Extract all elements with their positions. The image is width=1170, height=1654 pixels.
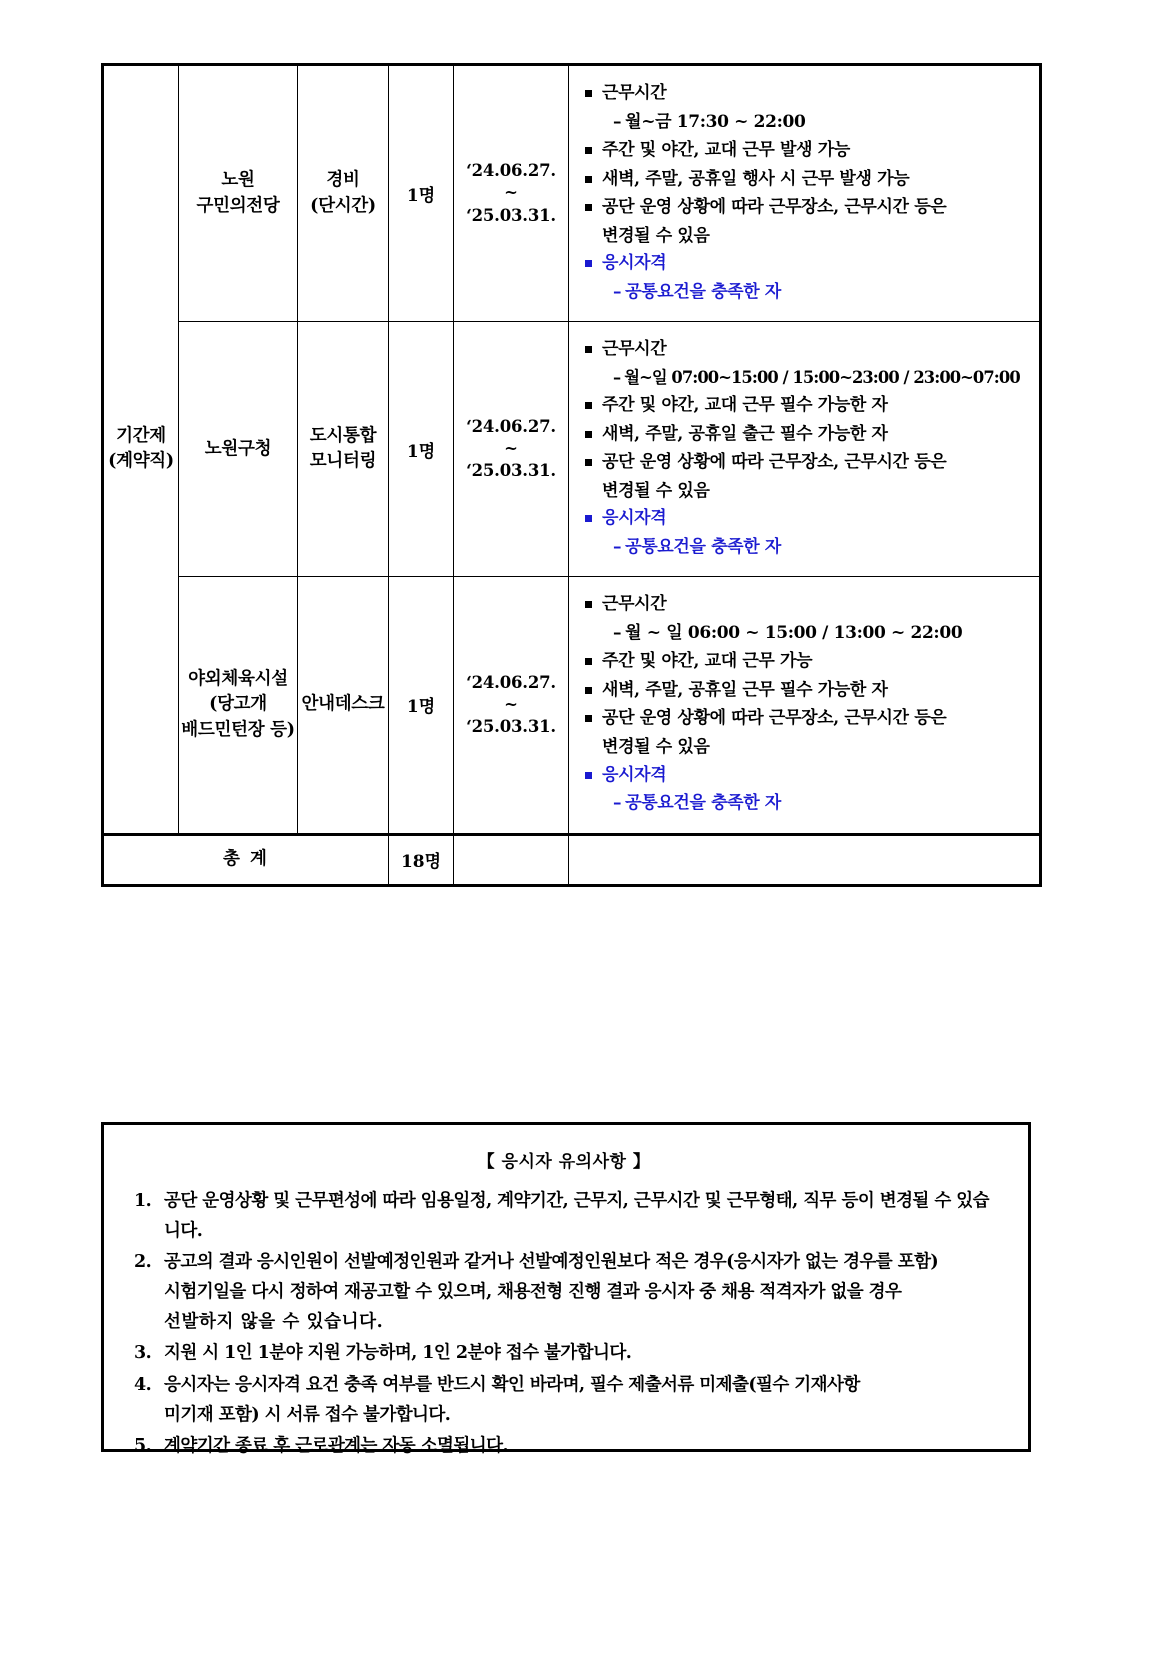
total-period-empty	[454, 834, 569, 885]
cell-workplace	[179, 577, 298, 834]
table-row	[103, 577, 1041, 834]
period-tilde: ~	[504, 694, 518, 714]
eligibility-subitem	[583, 279, 1033, 307]
condition-item: 주간 및 야간, 교대 근무 필수 가능한 자	[583, 392, 1033, 420]
job-title-line-1: 경비	[326, 170, 360, 191]
cell-contract-period	[454, 577, 569, 834]
condition-item: 공단 운영 상황에 따라 근무장소, 근무시간 등은	[583, 449, 1033, 477]
eligibility-heading: 응시자격	[583, 762, 1033, 790]
workplace-line-1: 야외체육시설	[188, 668, 288, 689]
condition-item: 근무시간	[583, 80, 1033, 108]
condition-item-continuation: 변경될 수 있음	[602, 480, 710, 501]
workplace-line-3: 배드민턴장 등)	[181, 719, 295, 740]
dash-marker: –	[613, 622, 622, 643]
notice-item-line: 선발하지 않을 수 있습니다.	[164, 1312, 384, 1333]
eligibility-subitem	[583, 534, 1033, 562]
work-conditions-list	[569, 577, 1039, 832]
table-total-row	[103, 834, 1041, 885]
cell-job-title	[298, 322, 389, 577]
notice-item	[126, 1186, 1002, 1246]
condition-subitem-text: 월~일 07:00~15:00 / 15:00~23:00 / 23:00~07:00	[624, 367, 1020, 387]
period-tilde: ~	[504, 439, 518, 459]
notice-item-number: 5.	[134, 1435, 152, 1456]
cell-headcount: 1명	[389, 65, 454, 322]
period-end: ‘25.03.31.	[466, 205, 556, 225]
notice-item-line: 응시자는 응시자격 요건 충족 여부를 반드시 확인 바라며, 필수 제출서류 미제출(필수 기재사항	[164, 1374, 860, 1395]
cell-work-conditions	[569, 65, 1041, 322]
notice-title: 【 응시자 유의사항 】	[477, 1152, 651, 1172]
workplace-line-2: (당고개	[209, 694, 267, 715]
notice-item-number: 3.	[134, 1343, 152, 1364]
condition-subitem	[583, 365, 1033, 391]
period-start: ‘24.06.27.	[466, 672, 556, 692]
condition-subitem-text: 월~금 17:30 ~ 22:00	[625, 111, 806, 132]
recruitment-table	[101, 63, 1042, 887]
cell-headcount: 1명	[389, 322, 454, 577]
eligibility-heading: 응시자격	[583, 505, 1033, 533]
eligibility-heading: 응시자격	[583, 250, 1033, 278]
eligibility-subitem-text: 공통요건을 충족한 자	[625, 793, 781, 814]
condition-item: 근무시간	[583, 336, 1033, 364]
cell-workplace	[179, 322, 298, 577]
work-conditions-list	[569, 66, 1039, 321]
notice-item	[126, 1247, 1002, 1337]
cell-work-conditions	[569, 322, 1041, 577]
notice-item	[126, 1431, 1002, 1461]
condition-item: 새벽, 주말, 공휴일 근무 필수 가능한 자	[583, 677, 1033, 705]
cell-headcount: 1명	[389, 577, 454, 834]
notice-item-line: 미기재 포함) 시 서류 접수 불가합니다.	[164, 1404, 451, 1425]
total-headcount: 18명	[389, 834, 454, 885]
period-tilde: ~	[504, 183, 518, 203]
eligibility-subitem	[583, 790, 1033, 818]
dash-marker: –	[613, 536, 622, 557]
eligibility-subitem-text: 공통요건을 충족한 자	[625, 281, 781, 302]
dash-marker: –	[613, 111, 622, 132]
condition-item: 공단 운영 상황에 따라 근무장소, 근무시간 등은	[583, 705, 1033, 733]
condition-item: 주간 및 야간, 교대 근무 발생 가능	[583, 137, 1033, 165]
dash-marker: –	[613, 793, 622, 814]
condition-item: 새벽, 주말, 공휴일 출근 필수 가능한 자	[583, 421, 1033, 449]
cell-work-conditions	[569, 577, 1041, 834]
dash-marker: –	[613, 367, 621, 387]
job-title-line-1: 안내데스크	[301, 694, 385, 715]
applicant-notice-box	[101, 1122, 1031, 1456]
table-row	[103, 322, 1041, 577]
workplace-line-1: 노원구청	[204, 438, 272, 459]
table-row	[103, 65, 1041, 322]
notice-item	[126, 1338, 1002, 1368]
cell-employment-type	[103, 65, 179, 835]
period-end: ‘25.03.31.	[466, 717, 556, 737]
job-title-line-2: 모니터링	[309, 451, 377, 472]
workplace-line-1: 노원	[221, 170, 255, 191]
condition-item: 공단 운영 상황에 따라 근무장소, 근무시간 등은	[583, 194, 1033, 222]
employment-type-line-1: 기간제	[116, 425, 166, 446]
notice-item-line: 공고의 결과 응시인원이 선발예정인원과 같거나 선발예정인원보다 적은 경우(응시자가 없는 경우를 포함)	[164, 1252, 939, 1273]
notice-item-line: 계약기간 종료 후 근로관계는 자동 소멸됩니다.	[164, 1435, 508, 1456]
notice-item-number: 4.	[134, 1374, 152, 1395]
notice-item	[126, 1370, 1002, 1430]
condition-subitem	[583, 620, 1033, 648]
total-detail-empty	[569, 834, 1041, 885]
condition-subitem-text: 월 ~ 일 06:00 ~ 15:00 / 13:00 ~ 22:00	[625, 622, 963, 643]
work-conditions-list	[569, 322, 1039, 576]
workplace-line-2: 구민의전당	[196, 195, 280, 216]
period-start: ‘24.06.27.	[466, 161, 556, 181]
condition-item: 근무시간	[583, 591, 1033, 619]
condition-item-continuation: 변경될 수 있음	[602, 225, 710, 246]
eligibility-subitem-text: 공통요건을 충족한 자	[625, 536, 781, 557]
condition-item: 새벽, 주말, 공휴일 행사 시 근무 발생 가능	[583, 166, 1033, 194]
cell-contract-period	[454, 65, 569, 322]
total-label: 총 계	[103, 834, 389, 885]
notice-item-number: 2.	[134, 1252, 152, 1273]
employment-type-line-2: (계약직)	[108, 451, 174, 472]
condition-subitem	[583, 109, 1033, 137]
dash-marker: –	[613, 281, 622, 302]
recruitment-table-body	[103, 65, 1041, 886]
period-start: ‘24.06.27.	[466, 416, 556, 436]
condition-item-continuation: 변경될 수 있음	[602, 737, 710, 758]
cell-contract-period	[454, 322, 569, 577]
condition-item: 주간 및 야간, 교대 근무 가능	[583, 648, 1033, 676]
notice-item-line: 지원 시 1인 1분야 지원 가능하며, 1인 2분야 접수 불가합니다.	[164, 1343, 632, 1364]
cell-job-title	[298, 577, 389, 834]
cell-job-title	[298, 65, 389, 322]
notice-item-number: 1.	[134, 1191, 152, 1211]
cell-workplace	[179, 65, 298, 322]
notice-item-line: 시험기일을 다시 정하여 재공고할 수 있으며, 채용전형 진행 결과 응시자 중 채용 적격자가 없을 경우	[164, 1282, 902, 1303]
period-end: ‘25.03.31.	[466, 461, 556, 481]
job-title-line-2: (단시간)	[310, 195, 376, 216]
job-title-line-1: 도시통합	[309, 425, 377, 446]
notice-item-line: 공단 운영상황 및 근무편성에 따라 임용일정, 계약기간, 근무지, 근무시간 및 근무형태, 직무 등이 변경될 수 있습니다.	[164, 1191, 989, 1242]
